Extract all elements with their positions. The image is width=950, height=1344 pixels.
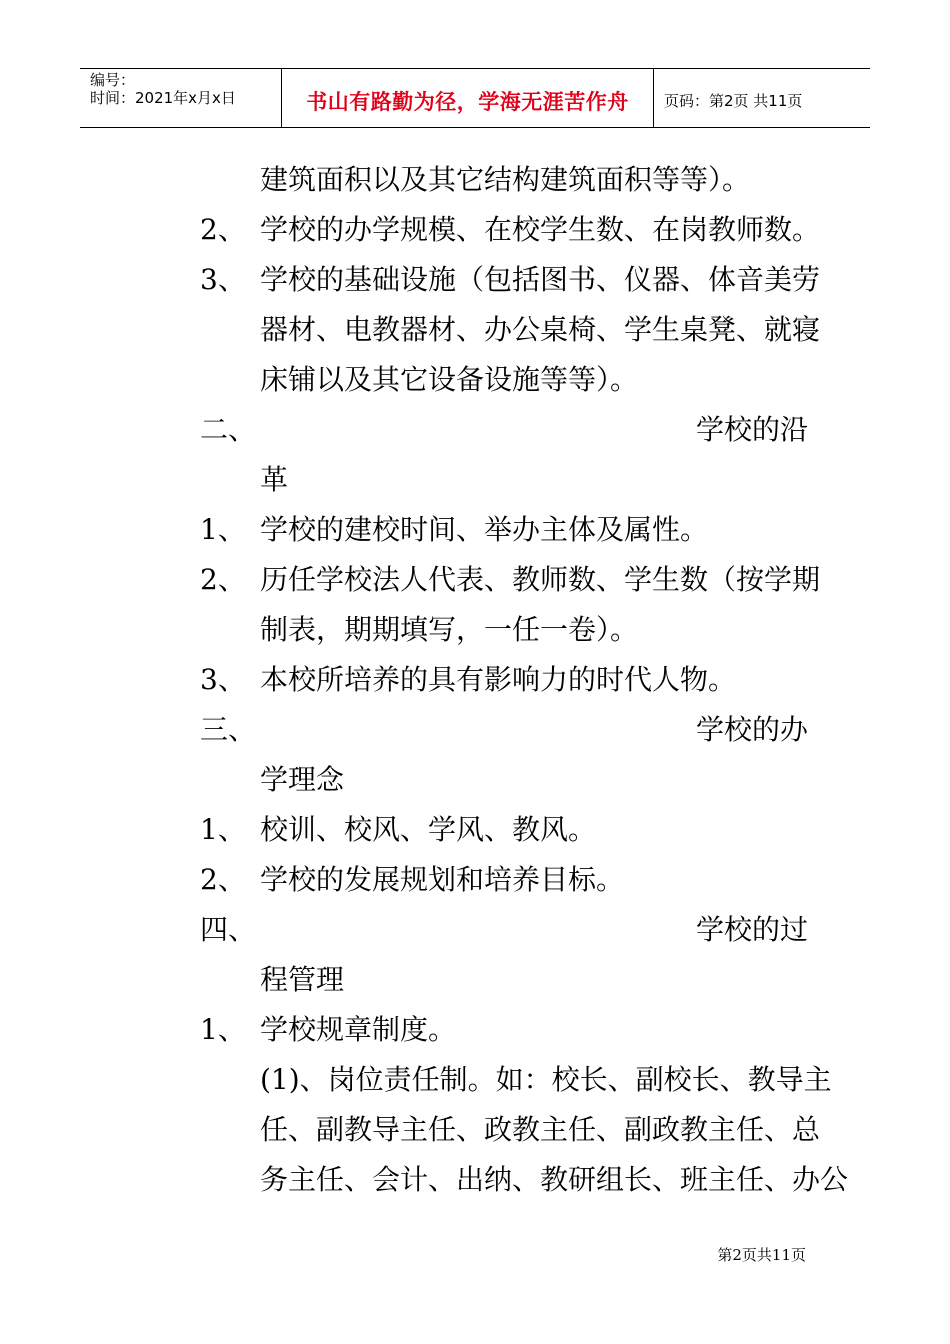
line-text: 学校的建校时间、举办主体及属性。 xyxy=(260,513,709,546)
doc-date: 时间：2021年x月x日 xyxy=(90,89,236,107)
list-number: 3、 xyxy=(200,663,246,696)
section-heading-text: 学校的沿 xyxy=(695,413,808,446)
section-heading-text: 学校的过 xyxy=(695,913,808,946)
line-text: 务主任、会计、出纳、教研组长、班主任、办公 xyxy=(260,1163,849,1196)
header-meta xyxy=(80,69,282,127)
line-text: 学校的发展规划和培养目标。 xyxy=(260,863,625,896)
list-number: 2、 xyxy=(200,863,246,896)
line-text: 建筑面积以及其它结构建筑面积等等）。 xyxy=(260,163,751,196)
list-number: 2、 xyxy=(200,563,246,596)
text-line xyxy=(200,1005,808,1055)
text-line xyxy=(200,805,808,855)
text-line xyxy=(200,505,808,555)
text-line xyxy=(200,755,808,805)
list-number: 3、 xyxy=(200,263,246,296)
line-text: 校训、校风、学风、教风。 xyxy=(260,813,597,846)
header-page-cell xyxy=(654,69,870,127)
text-line xyxy=(200,855,808,905)
doc-number-label: 编号： xyxy=(90,71,136,89)
list-number: 1、 xyxy=(200,813,246,846)
page-header xyxy=(80,68,870,128)
line-text: 本校所培养的具有影响力的时代人物。 xyxy=(260,663,737,696)
line-text: 程管理 xyxy=(260,963,345,996)
text-line xyxy=(200,1155,849,1205)
line-text: 学校的办学规模、在校学生数、在岗教师数。 xyxy=(260,213,821,246)
list-number: 2、 xyxy=(200,213,246,246)
list-number: 二、 xyxy=(200,413,257,446)
text-line xyxy=(200,955,808,1005)
line-text: 革 xyxy=(260,463,289,496)
line-text: (1)、岗位责任制。如：校长、副校长、教导主 xyxy=(260,1063,832,1096)
text-line xyxy=(200,655,808,705)
text-line xyxy=(200,255,821,305)
text-line xyxy=(200,205,821,255)
text-line xyxy=(200,155,808,205)
text-line xyxy=(200,305,821,355)
text-line xyxy=(200,1055,832,1105)
header-motto: 书山有路勤为径，学海无涯苦作舟 xyxy=(306,90,629,114)
text-line xyxy=(200,455,808,505)
text-line xyxy=(200,905,808,955)
section-heading-text: 学校的办 xyxy=(695,713,808,746)
text-line xyxy=(200,405,808,455)
line-text: 任、副教导主任、政教主任、副政教主任、总 xyxy=(260,1113,821,1146)
line-text: 制表，期期填写，一任一卷）。 xyxy=(260,613,639,646)
header-motto-cell xyxy=(282,69,654,127)
list-number: 1、 xyxy=(200,513,246,546)
line-text: 器材、电教器材、办公桌椅、学生桌凳、就寝 xyxy=(260,313,821,346)
text-line xyxy=(200,355,808,405)
line-text: 历任学校法人代表、教师数、学生数（按学期 xyxy=(260,563,821,596)
list-number: 三、 xyxy=(200,713,257,746)
list-number: 1、 xyxy=(200,1013,246,1046)
line-text: 学校规章制度。 xyxy=(260,1013,457,1046)
list-number: 四、 xyxy=(200,913,257,946)
line-text: 学校的基础设施（包括图书、仪器、体音美劳 xyxy=(260,263,821,296)
text-line xyxy=(200,555,821,605)
header-page-info: 页码：第2页 共11页 xyxy=(664,92,803,110)
text-line xyxy=(200,705,808,755)
page-footer: 第2页共11页 xyxy=(717,1246,806,1264)
line-text: 床铺以及其它设备设施等等）。 xyxy=(260,363,639,396)
text-line xyxy=(200,605,808,655)
line-text: 学理念 xyxy=(260,763,345,796)
text-line xyxy=(200,1105,821,1155)
